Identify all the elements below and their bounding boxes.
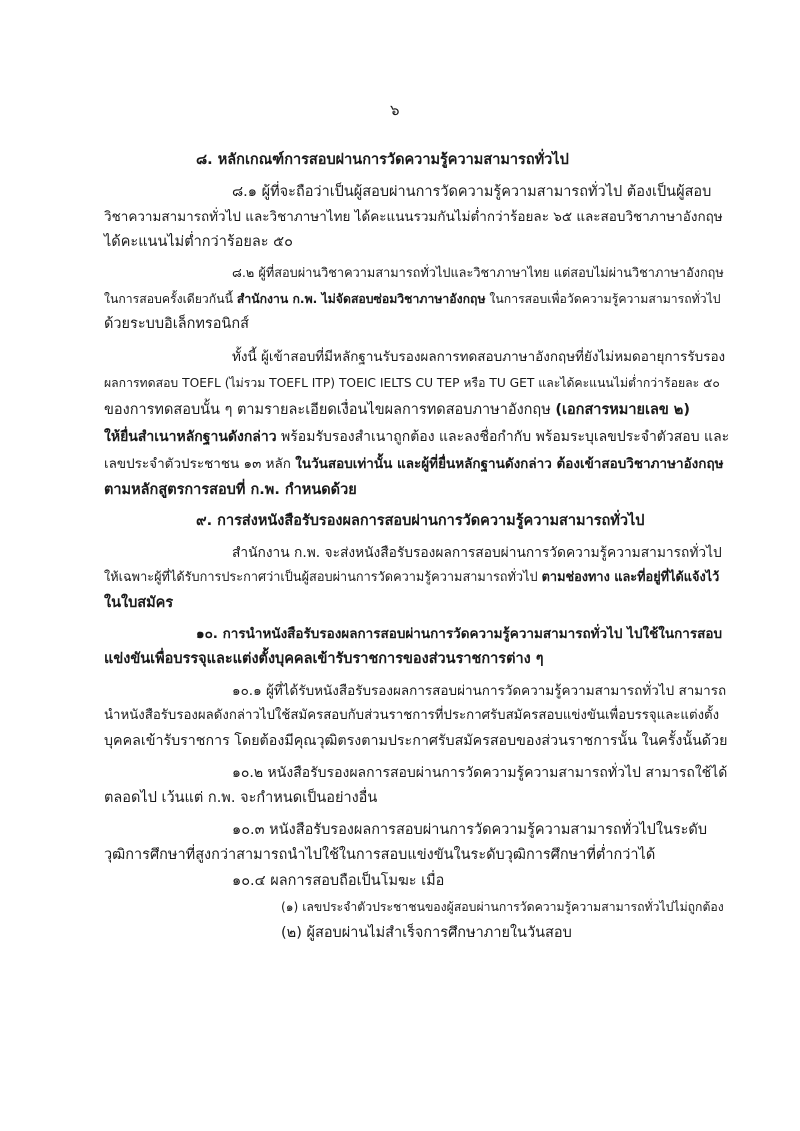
section-8-2-line-3: ด้วยระบบอิเล็กทรอนิกส์: [104, 316, 249, 332]
section-10-heading-line-1: ๑๐. การนำหนังสือรับรองผลการสอบผ่านการวัดความรู้ความสามารถทั่วไป ไปใช้ในการสอบ: [196, 626, 723, 642]
section-9-line-1: สำนักงาน ก.พ. จะส่งหนังสือรับรองผลการสอบผ่านการวัดความรู้ความสามารถทั่วไป: [232, 545, 722, 561]
section-10-1-line-1: ๑๐.๑ ผู้ที่ได้รับหนังสือรับรองผลการสอบผ่านการวัดความรู้ความสามารถทั่วไป สามารถ: [232, 683, 727, 699]
section-8-note-line-1: ทั้งนี้ ผู้เข้าสอบที่มีหลักฐานรับรองผลการทดสอบภาษาอังกฤษที่ยังไม่หมดอายุการรับรอง: [232, 349, 726, 365]
section-9-text-a: ให้เฉพาะผู้ที่ได้รับการประกาศว่าเป็นผู้สอบผ่านการวัดความรู้ความสามารถทั่วไป: [104, 570, 542, 585]
section-8-1-line-3: ได้คะแนนไม่ต่ำกว่าร้อยละ ๕๐: [104, 234, 293, 250]
section-8-2-text-c: ในการสอบเพื่อวัดความรู้ความสามารถทั่วไป: [485, 292, 721, 306]
section-8-note-line-3: [104, 400, 690, 420]
void-condition-item-2: (๒) ผู้สอบผ่านไม่สำเร็จการศึกษาภายในวันสอบ: [281, 925, 572, 941]
section-8-note-text-bold-2: ในวันสอบเท่านั้น และผู้ที่ยื่นหลักฐานดังกล่าว ต้องเข้าสอบวิชาภาษาอังกฤษ: [295, 456, 724, 472]
section-9-line-3: ในใบสมัคร: [104, 595, 174, 611]
section-9-line-2: [104, 568, 719, 588]
section-10-3-line-1: ๑๐.๓ หนังสือรับรองผลการสอบผ่านการวัดความรู้ความสามารถทั่วไปในระดับ: [232, 822, 708, 838]
section-8-2-line-1: ๘.๒ ผู้ที่สอบผ่านวิชาความสามารถทั่วไปและวิชาภาษาไทย แต่สอบไม่ผ่านวิชาภาษาอังกฤษ: [232, 266, 724, 281]
section-8-note-line-2: ผลการทดสอบ TOEFL (ไม่รวม TOEFL ITP) TOEIC IELTS CU TEP หรือ TU GET และได้คะแนนไม่ต่ำกว่าร้อยละ ๕๐: [104, 376, 720, 390]
section-10-1-line-2: นำหนังสือรับรองผลดังกล่าวไปใช้สมัครสอบกับส่วนราชการที่ประกาศรับสมัครสอบแข่งขันเพื่อบรรจุและแต่งตั้ง: [104, 708, 720, 723]
void-condition-item-1: (๑) เลขประจำตัวประชาชนของผู้สอบผ่านการวัดความรู้ความสามารถทั่วไปไม่ถูกต้อง: [281, 900, 724, 914]
section-9-text-bold: ตามช่องทาง และที่อยู่ที่ได้แจ้งไว้: [541, 570, 720, 585]
section-8-1-line-2: วิชาความสามารถทั่วไป และวิชาภาษาไทย ได้คะแนนรวมกันไม่ต่ำกว่าร้อยละ ๖๕ และสอบวิชาภาษาอังกฤษ: [104, 209, 723, 225]
page-number: ๖: [390, 101, 400, 119]
section-8-note-text-bold: ให้ยื่นสำเนาหลักฐานดังกล่าว: [104, 429, 277, 445]
section-9-heading: ๙. การส่งหนังสือรับรองผลการสอบผ่านการวัดความรู้ความสามารถทั่วไป: [196, 513, 645, 529]
section-8-note-text-a: ของการทดสอบนั้น ๆ ตามรายละเอียดเงื่อนไขผลการทดสอบภาษาอังกฤษ: [104, 402, 556, 418]
section-8-note-line-4: [104, 427, 729, 447]
section-8-note-line-6: ตามหลักสูตรการสอบที่ ก.พ. กำหนดด้วย: [104, 482, 357, 498]
section-8-2-line-2: [104, 289, 721, 309]
section-10-2-line-1: ๑๐.๒ หนังสือรับรองผลการสอบผ่านการวัดความรู้ความสามารถทั่วไป สามารถใช้ได้: [232, 765, 728, 781]
section-8-note-doc-ref: (เอกสารหมายเลข ๒): [555, 402, 690, 418]
section-8-note-line-5: [104, 454, 724, 474]
section-8-1-line-1: ๘.๑ ผู้ที่จะถือว่าเป็นผู้สอบผ่านการวัดความรู้ความสามารถทั่วไป ต้องเป็นผู้สอบ: [232, 184, 712, 200]
section-10-4-line: ๑๐.๔ ผลการสอบถือเป็นโมฆะ เมื่อ: [232, 873, 445, 889]
section-8-2-text-bold: สำนักงาน ก.พ. ไม่จัดสอบซ่อมวิชาภาษาอังกฤษ: [236, 292, 486, 306]
section-8-heading: ๘. หลักเกณฑ์การสอบผ่านการวัดความรู้ความสามารถทั่วไป: [196, 152, 569, 168]
section-8-note-text-c: เลขประจำตัวประชาชน ๑๓ หลัก: [104, 456, 296, 472]
section-8-2-text-a: ในการสอบครั้งเดียวกันนี้: [104, 292, 237, 306]
section-10-heading-line-2: แข่งขันเพื่อบรรจุและแต่งตั้งบุคคลเข้ารับราชการของส่วนราชการต่าง ๆ: [104, 651, 544, 667]
section-10-2-line-2: ตลอดไป เว้นแต่ ก.พ. จะกำหนดเป็นอย่างอื่น: [104, 790, 378, 806]
section-8-note-text-b: พร้อมรับรองสำเนาถูกต้อง และลงชื่อกำกับ พร้อมระบุเลขประจำตัวสอบ และ: [276, 429, 730, 445]
section-10-1-line-3: บุคคลเข้ารับราชการ โดยต้องมีคุณวุฒิตรงตามประกาศรับสมัครสอบของส่วนราชการนั้น ในครั้งนั้นด้วย: [104, 733, 728, 749]
section-10-3-line-2: วุฒิการศึกษาที่สูงกว่าสามารถนำไปใช้ในการสอบแข่งขันในระดับวุฒิการศึกษาที่ต่ำกว่าได้: [104, 847, 656, 863]
